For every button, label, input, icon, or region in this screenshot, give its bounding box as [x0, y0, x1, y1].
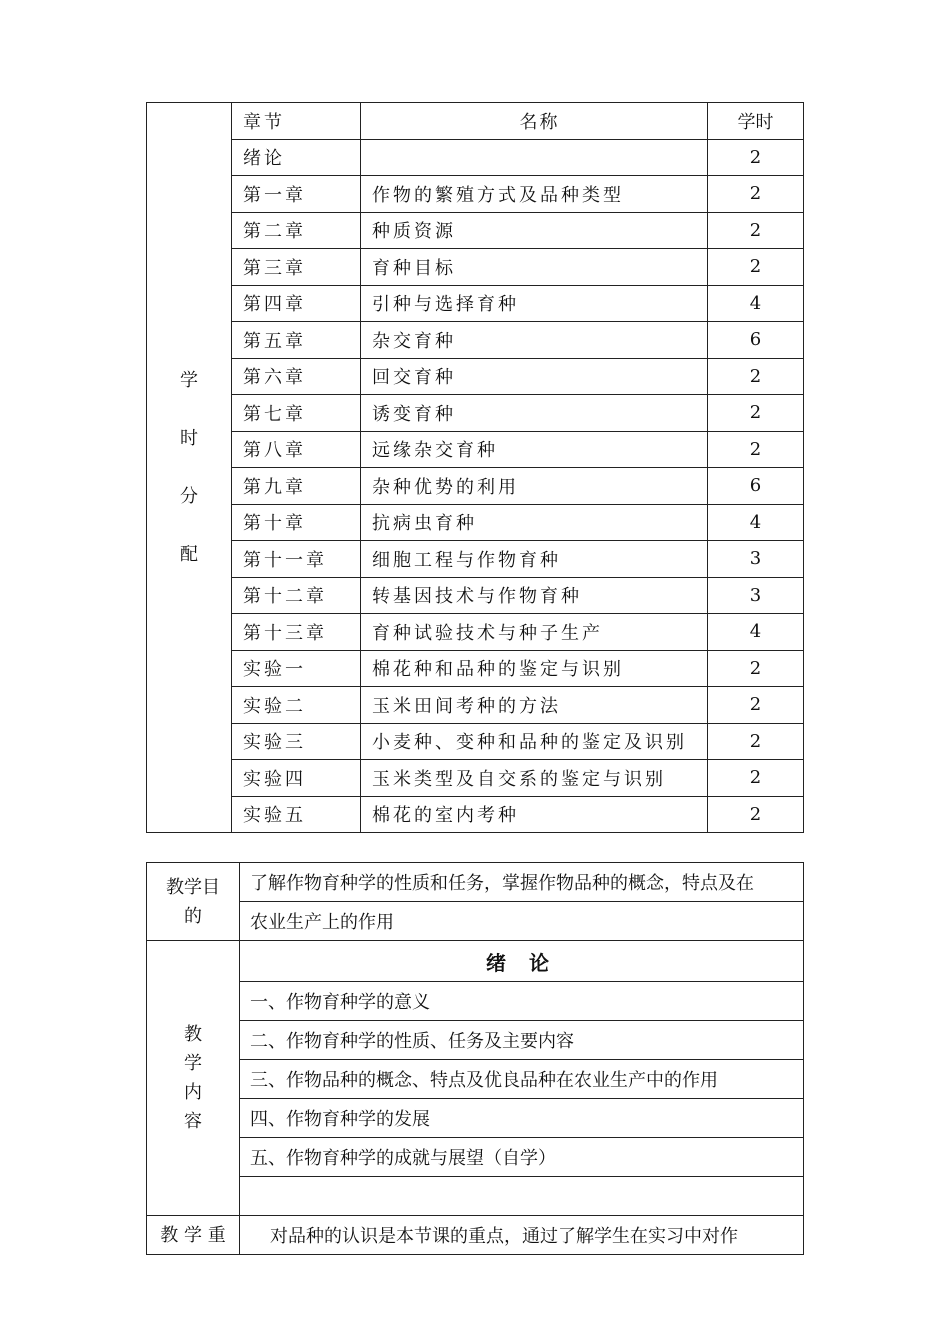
content-item: 三、作物品种的概念、特点及优良品种在农业生产中的作用: [240, 1060, 804, 1099]
name-cell: 作物的繁殖方式及品种类型: [361, 176, 708, 213]
chapter-cell: 实验三: [232, 723, 361, 760]
lesson-plan-table: [146, 862, 804, 1255]
hours-cell: 2: [708, 431, 804, 468]
content-title: 绪 论: [240, 941, 804, 982]
table-row: [147, 541, 804, 578]
name-cell: 棉花的室内考种: [361, 796, 708, 833]
content-item: 二、作物育种学的性质、任务及主要内容: [240, 1021, 804, 1060]
name-cell: 小麦种、变种和品种的鉴定及识别: [361, 723, 708, 760]
focus-text: 对品种的认识是本节课的重点，通过了解学生在实习中对作: [240, 1216, 804, 1255]
table-row: [147, 468, 804, 505]
chapter-cell: 第二章: [232, 212, 361, 249]
side-label-char: 学: [180, 369, 198, 391]
hours-cell: 2: [708, 760, 804, 797]
name-cell: 玉米田间考种的方法: [361, 687, 708, 724]
chapter-cell: 第六章: [232, 358, 361, 395]
chapter-cell: 第十二章: [232, 577, 361, 614]
hours-cell: 4: [708, 614, 804, 651]
name-cell: 转基因技术与作物育种: [361, 577, 708, 614]
header-hours: 学时: [708, 103, 804, 140]
chapter-cell: 第一章: [232, 176, 361, 213]
chapter-cell: 第九章: [232, 468, 361, 505]
hours-cell: 2: [708, 358, 804, 395]
table-row: [147, 431, 804, 468]
hours-cell: 2: [708, 176, 804, 213]
table-row: [147, 285, 804, 322]
chapter-cell: 第十章: [232, 504, 361, 541]
hours-cell: 2: [708, 249, 804, 286]
hours-cell: 2: [708, 723, 804, 760]
table-row: [147, 395, 804, 432]
table-row: [147, 687, 804, 724]
table-row: [147, 650, 804, 687]
goal-line: 了解作物育种学的性质和任务，掌握作物品种的概念，特点及在: [240, 863, 804, 902]
chapter-cell: 第七章: [232, 395, 361, 432]
chapter-cell: 第五章: [232, 322, 361, 359]
hours-cell: 2: [708, 687, 804, 724]
table-row: [147, 796, 804, 833]
content-label: 教 学 内 容: [147, 941, 240, 1216]
side-label-char: 分: [180, 485, 198, 507]
hours-cell: 3: [708, 541, 804, 578]
hours-cell: 4: [708, 504, 804, 541]
content-item: 一、作物育种学的意义: [240, 982, 804, 1021]
goal-label: 教学目 的: [147, 863, 240, 941]
side-label-char: 时: [180, 427, 198, 449]
table-row: [147, 614, 804, 651]
chapter-cell: 实验四: [232, 760, 361, 797]
table-row: [147, 577, 804, 614]
table-row: [147, 212, 804, 249]
hours-cell: 2: [708, 139, 804, 176]
table-row: [147, 358, 804, 395]
name-cell: 回交育种: [361, 358, 708, 395]
name-cell: 杂交育种: [361, 322, 708, 359]
chapter-cell: 第八章: [232, 431, 361, 468]
side-label-char: 配: [180, 543, 198, 565]
header-name: 名称: [361, 103, 708, 140]
chapter-cell: 实验一: [232, 650, 361, 687]
table-row: [147, 322, 804, 359]
goal-line: 农业生产上的作用: [240, 902, 804, 941]
hours-cell: 3: [708, 577, 804, 614]
chapter-cell: 第十一章: [232, 541, 361, 578]
table-row: [147, 139, 804, 176]
hours-cell: 2: [708, 212, 804, 249]
header-chapter: 章节: [232, 103, 361, 140]
chapter-cell: 第三章: [232, 249, 361, 286]
hours-cell: 6: [708, 322, 804, 359]
chapter-cell: 实验二: [232, 687, 361, 724]
name-cell: 育种试验技术与种子生产: [361, 614, 708, 651]
content-item: 五、作物育种学的成就与展望（自学）: [240, 1138, 804, 1177]
name-cell: 诱变育种: [361, 395, 708, 432]
chapter-cell: 第十三章: [232, 614, 361, 651]
table-header-row: [147, 103, 804, 140]
name-cell: 细胞工程与作物育种: [361, 541, 708, 578]
name-cell: 杂种优势的利用: [361, 468, 708, 505]
chapter-cell: 绪论: [232, 139, 361, 176]
table-row: [147, 249, 804, 286]
hours-cell: 2: [708, 395, 804, 432]
hours-cell: 2: [708, 796, 804, 833]
name-cell: 抗病虫育种: [361, 504, 708, 541]
hours-cell: 2: [708, 650, 804, 687]
table-row: [147, 760, 804, 797]
table-row: [147, 504, 804, 541]
hours-cell: 4: [708, 285, 804, 322]
name-cell: 育种目标: [361, 249, 708, 286]
hours-distribution-table: [146, 102, 804, 833]
chapter-cell: 第四章: [232, 285, 361, 322]
focus-label: 教 学 重: [147, 1216, 240, 1255]
name-cell: 玉米类型及自交系的鉴定与识别: [361, 760, 708, 797]
hours-side-label: [147, 103, 232, 833]
table-row: [147, 723, 804, 760]
table-row: [147, 176, 804, 213]
name-cell: 种质资源: [361, 212, 708, 249]
chapter-cell: 实验五: [232, 796, 361, 833]
name-cell: [361, 139, 708, 176]
content-item: [240, 1177, 804, 1216]
name-cell: 远缘杂交育种: [361, 431, 708, 468]
content-item: 四、作物育种学的发展: [240, 1099, 804, 1138]
name-cell: 棉花种和品种的鉴定与识别: [361, 650, 708, 687]
hours-cell: 6: [708, 468, 804, 505]
name-cell: 引种与选择育种: [361, 285, 708, 322]
